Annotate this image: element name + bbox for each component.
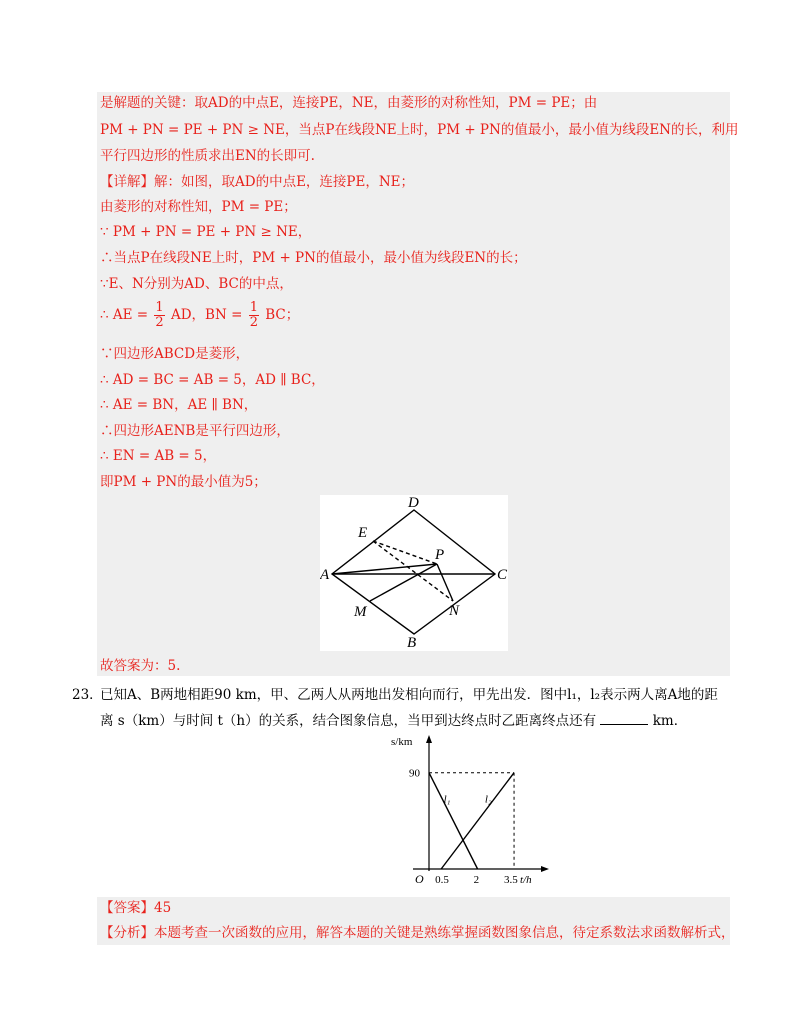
fraction-numerator: 1 xyxy=(249,300,258,315)
solution-line: ∴ AD = BC = AB = 5，AD ∥ BC， xyxy=(100,372,325,388)
label-a: A xyxy=(320,567,330,583)
x-tick-label: 3.5 xyxy=(504,874,518,886)
series-label-l1: l₁ xyxy=(443,793,451,806)
solution-line: ∵E、N分别为AD、BC的中点， xyxy=(100,276,293,292)
x-axis-label: t/h xyxy=(520,874,532,886)
label-n: N xyxy=(449,603,460,619)
solution-line: ∴ AE = BN，AE ∥ BN， xyxy=(100,397,258,413)
x-axis-arrow xyxy=(541,866,549,872)
solution-line: 由菱形的对称性知，PM = PE； xyxy=(100,199,297,215)
solution-line: ∵四边形ABCD是菱形， xyxy=(100,346,250,362)
solution-line: 【详解】解：如图，取AD的中点E，连接PE，NE； xyxy=(100,174,415,190)
x-tick-label: 2 xyxy=(473,874,480,886)
label-b: B xyxy=(407,635,417,651)
y-tick-label: 90 xyxy=(409,767,420,780)
solution-line: ∴ EN = AB = 5， xyxy=(100,448,217,464)
fraction-line xyxy=(100,300,299,330)
y-axis-label: s/km xyxy=(391,736,413,748)
y-axis-arrow xyxy=(426,735,432,743)
solution-line: ∵ PM + PN = PE + PN ≥ NE， xyxy=(100,224,312,240)
question-unit: km． xyxy=(652,713,688,729)
fraction-numerator: 1 xyxy=(155,300,164,315)
answer-blank xyxy=(600,712,648,725)
origin-label: O xyxy=(415,872,424,886)
label-d: D xyxy=(408,495,419,511)
fraction-text: AD，BN = xyxy=(170,307,243,323)
question-line: 已知A、B两地相距90 km，甲、乙两人从两地出发相向而行，甲先出发．图中l₁，l₂表示两人离A地的距 xyxy=(100,687,718,703)
answer-line: 【答案】45 xyxy=(100,900,172,916)
solution-block xyxy=(97,92,739,676)
series-line-1 xyxy=(429,773,478,869)
solution-line: ∴当点P在线段NE上时，PM + PN的值最小，最小值为线段EN的长； xyxy=(100,250,527,266)
final-answer: 故答案为：5. xyxy=(100,658,181,674)
answer-block xyxy=(97,897,735,945)
label-c: C xyxy=(497,567,508,583)
fraction-denominator: 2 xyxy=(249,315,258,330)
distance-time-chart xyxy=(385,733,565,891)
question-text: 离 s（km）与时间 t（h）的关系，结合图象信息，当甲到达终点时乙距离终点还有 xyxy=(100,713,597,729)
fraction-half xyxy=(154,301,164,330)
solution-line: PM + PN = PE + PN ≥ NE，当点P在线段NE上时，PM + PN的值最小，最小值为线段EN的长，利用 xyxy=(100,122,739,138)
fraction-text: ∴ AE = xyxy=(100,307,149,323)
solution-line: 是解题的关键：取AD的中点E，连接PE，NE，由菱形的对称性知，PM = PE；由 xyxy=(100,95,598,111)
rhombus-figure xyxy=(320,495,508,651)
question-line xyxy=(100,712,687,730)
label-p: P xyxy=(435,547,445,563)
fraction-half xyxy=(249,301,259,330)
series-line-2 xyxy=(441,773,514,869)
x-tick-label: 0.5 xyxy=(435,874,449,886)
solution-line: 平行四边形的性质求出EN的长即可. xyxy=(100,148,315,164)
fraction-text: BC； xyxy=(265,307,300,323)
fraction-denominator: 2 xyxy=(155,315,164,330)
label-e: E xyxy=(358,525,368,541)
solution-line: 即PM + PN的最小值为5； xyxy=(100,474,267,490)
solution-line: ∴四边形AENB是平行四边形， xyxy=(100,423,290,439)
series-label-l2: l₂ xyxy=(484,793,492,806)
analysis-line: 【分析】本题考查一次函数的应用，解答本题的关键是熟练掌握函数图象信息，待定系数法求函数解析式， xyxy=(100,925,735,941)
label-m: M xyxy=(354,604,367,620)
question-number: 23． xyxy=(72,687,103,703)
